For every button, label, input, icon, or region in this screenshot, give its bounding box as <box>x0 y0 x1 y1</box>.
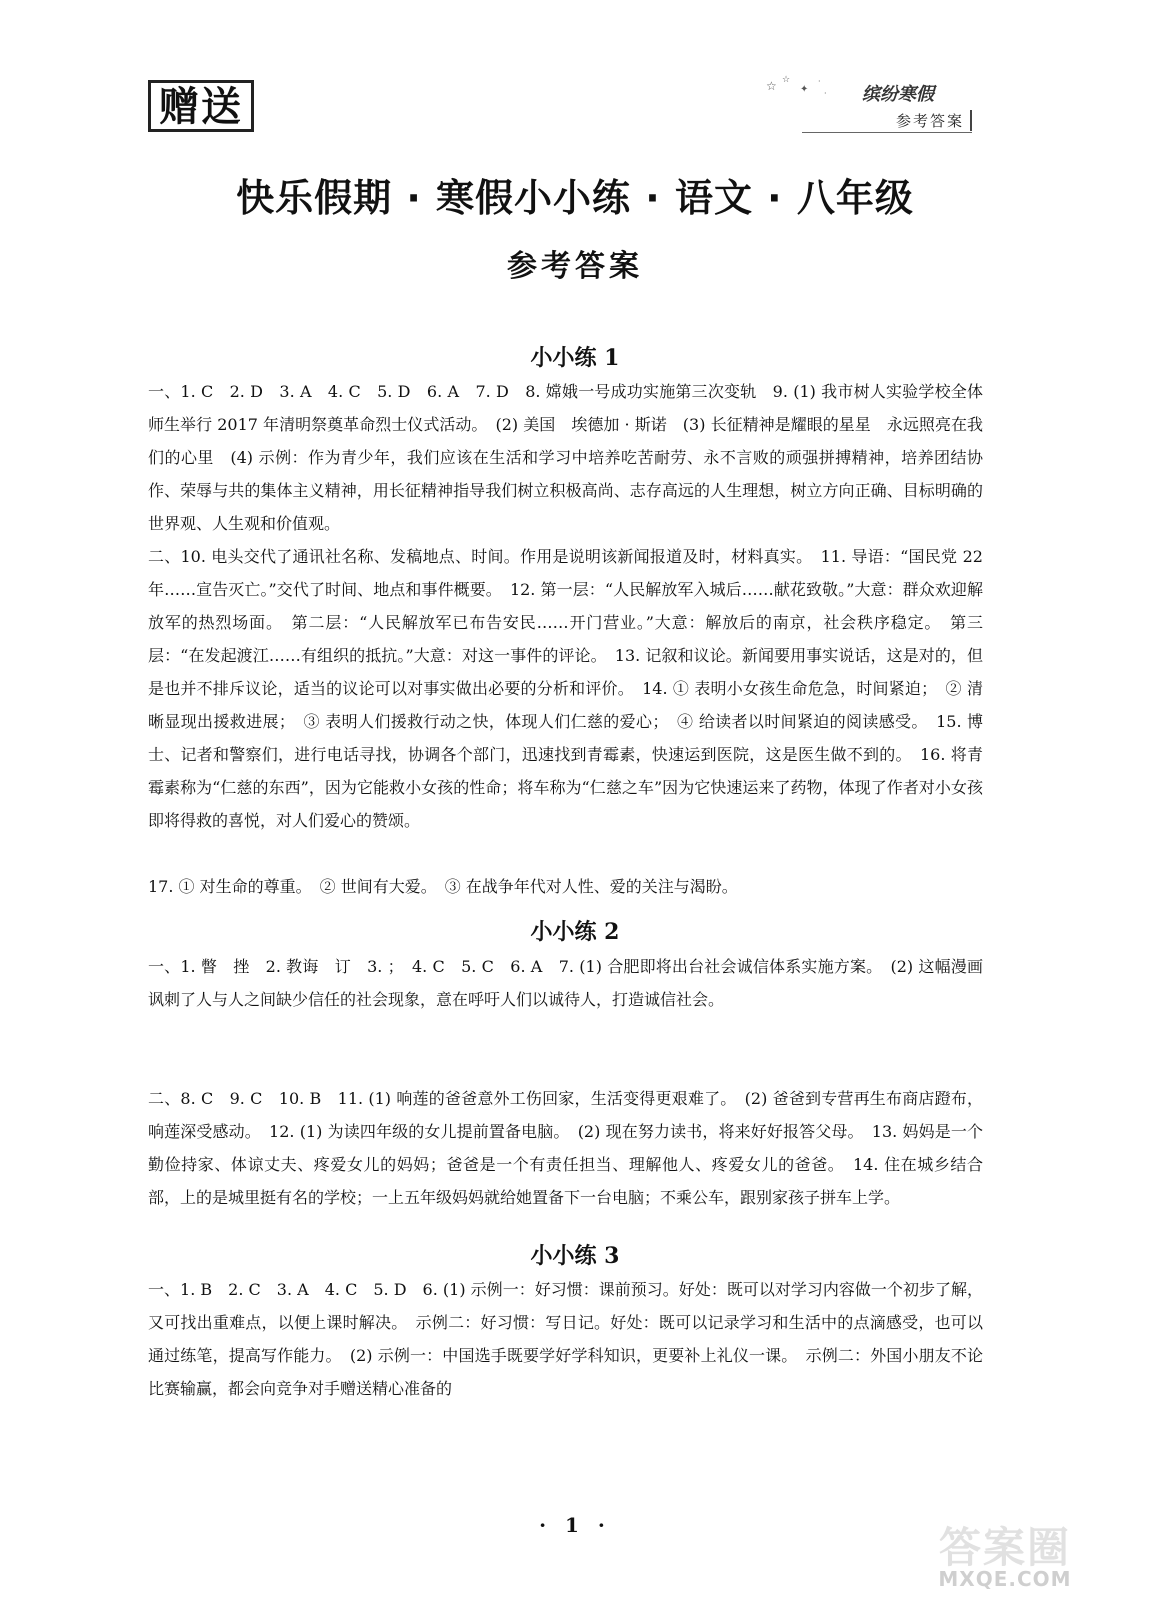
watermark-text: MXQE.COM <box>938 1567 1072 1591</box>
answer-paragraph: 17. ① 对生命的尊重。 ② 世间有大爱。 ③ 在战争年代对人性、爱的关注与渴盼。 <box>148 877 738 896</box>
section-heading: 小小练 3 <box>530 1243 620 1269</box>
section-heading: 小小练 2 <box>530 919 620 945</box>
section-heading: 小小练 1 <box>530 345 620 371</box>
page-title: 快乐假期 · 寒假小小练 · 语文 · 八年级 <box>236 176 914 220</box>
answer-paragraph: 二、10. 电头交代了通讯社名称、发稿地点、时间。作用是说明该新闻报道及时，材料真实。 11. 导语：“国民党 22 年……宣告灭亡。”交代了时间、地点和事件概要。 12. 第一层：“人民解放军入城后……献花致敬。”大意：群众欢迎解放军的热烈场面。 第二层：“人民解放军已布告安民……开门营业。”大意：解放后的南京，社会秩序稳定。 第三层：“在发起渡江……有组织的抵抗。”大意：对这一事件的评论。 13. 记叙和议论。新闻要用事实说话，这是对的，但是也并不排斥议论，适当的议论可以对事实做出必要的分析和评价。 14. ① 表明小女孩生命危急，时间紧迫； ② 清晰显现出援救进展； ③ 表明人们援救行动之快，体现人们仁慈的爱心； ④ 给读者以时间紧迫的阅读感受。 15. 博士、记者和警察们，进行电话寻找，协调各个部门，迅速找到青霉素，快速运到医院，这是医生做不到的。 16. 将青霉素称为“仁慈的东西”，因为它能救小女孩的性命；将车称为“仁慈之车”因为它快速运来了药物，体现了作者对小女孩即将得救的喜悦，对人们爱心的赞颂。 <box>148 547 983 830</box>
svg-text:✦: ✦ <box>800 84 809 95</box>
page-subtitle: 参考答案 <box>507 249 643 284</box>
watermark <box>920 1515 1090 1591</box>
answer-paragraph: 一、1. 瞥 挫 2. 教诲 订 3. ； 4. C 5. C 6. A 7. (1) 合肥即将出台社会诚信体系实施方案。 (2) 这幅漫画讽刺了人与人之间缺少信任的社会现象，意在呼吁人们以诚待人，打造诚信社会。 <box>148 957 983 1009</box>
svg-text:☆: ☆ <box>766 79 777 93</box>
header-brand <box>760 72 980 152</box>
brand-logo: 缤纷寒假 <box>862 84 934 105</box>
stars-icon <box>760 72 840 112</box>
watermark-glyphs: 答案圈 <box>938 1523 1071 1572</box>
answer-paragraph: 一、1. B 2. C 3. A 4. C 5. D 6. (1) 示例一：好习惯：课前预习。好处：既可以对学习内容做一个初步了解，又可找出重难点，以便上课时解决。 示例二：好习惯：写日记。好处：既可以记录学习和生活中的点滴感受，也可以通过练笔，提高写作能力。 (2) 示例一：中国选手既要学好学科知识，更要补上礼仪一课。 示例二：外国小朋友不论比赛输赢，都会向竞争对手赠送精心准备的 <box>148 1280 983 1398</box>
header-divider <box>802 132 972 133</box>
svg-text:·: · <box>818 77 821 86</box>
answer-paragraph: 一、1. C 2. D 3. A 4. C 5. D 6. A 7. D 8. 嫦娥一号成功实施第三次变轨 9. (1) 我市树人实验学校全体师生举行 2017 年清明祭奠革命烈士仪式活动。 (2) 美国 埃德加 · 斯诺 (3) 长征精神是耀眼的星星 永远照亮在我们的心里 (4) 示例：作为青少年，我们应该在生活和学习中培养吃苦耐劳、永不言败的顽强拼搏精神，培养团结协作、荣辱与共的集体主义精神，用长征精神指导我们树立积极高尚、志存高远的人生理想，树立方向正确、目标明确的世界观、人生观和价值观。 <box>148 382 983 533</box>
header-subtitle: 参考答案 <box>896 110 972 131</box>
gift-badge: 赠送 <box>148 80 254 132</box>
svg-text:☆: ☆ <box>782 75 791 85</box>
answer-paragraph: 二、8. C 9. C 10. B 11. (1) 响莲的爸爸意外工伤回家，生活变得更艰难了。 (2) 爸爸到专营再生布商店蹬布，响莲深受感动。 12. (1) 为读四年级的女儿提前置备电脑。 (2) 现在努力读书，将来好好报答父母。 13. 妈妈是一个勤俭持家、体谅丈夫、疼爱女儿的妈妈；爸爸是一个有责任担当、理解他人、疼爱女儿的爸爸。 14. 住在城乡结合部，上的是城里挺有名的学校；一上五年级妈妈就给她置备下一台电脑；不乘公车，跟别家孩子拼车上学。 <box>148 1089 983 1207</box>
page-number: · 1 · <box>539 1513 611 1537</box>
svg-text:·: · <box>824 89 827 98</box>
